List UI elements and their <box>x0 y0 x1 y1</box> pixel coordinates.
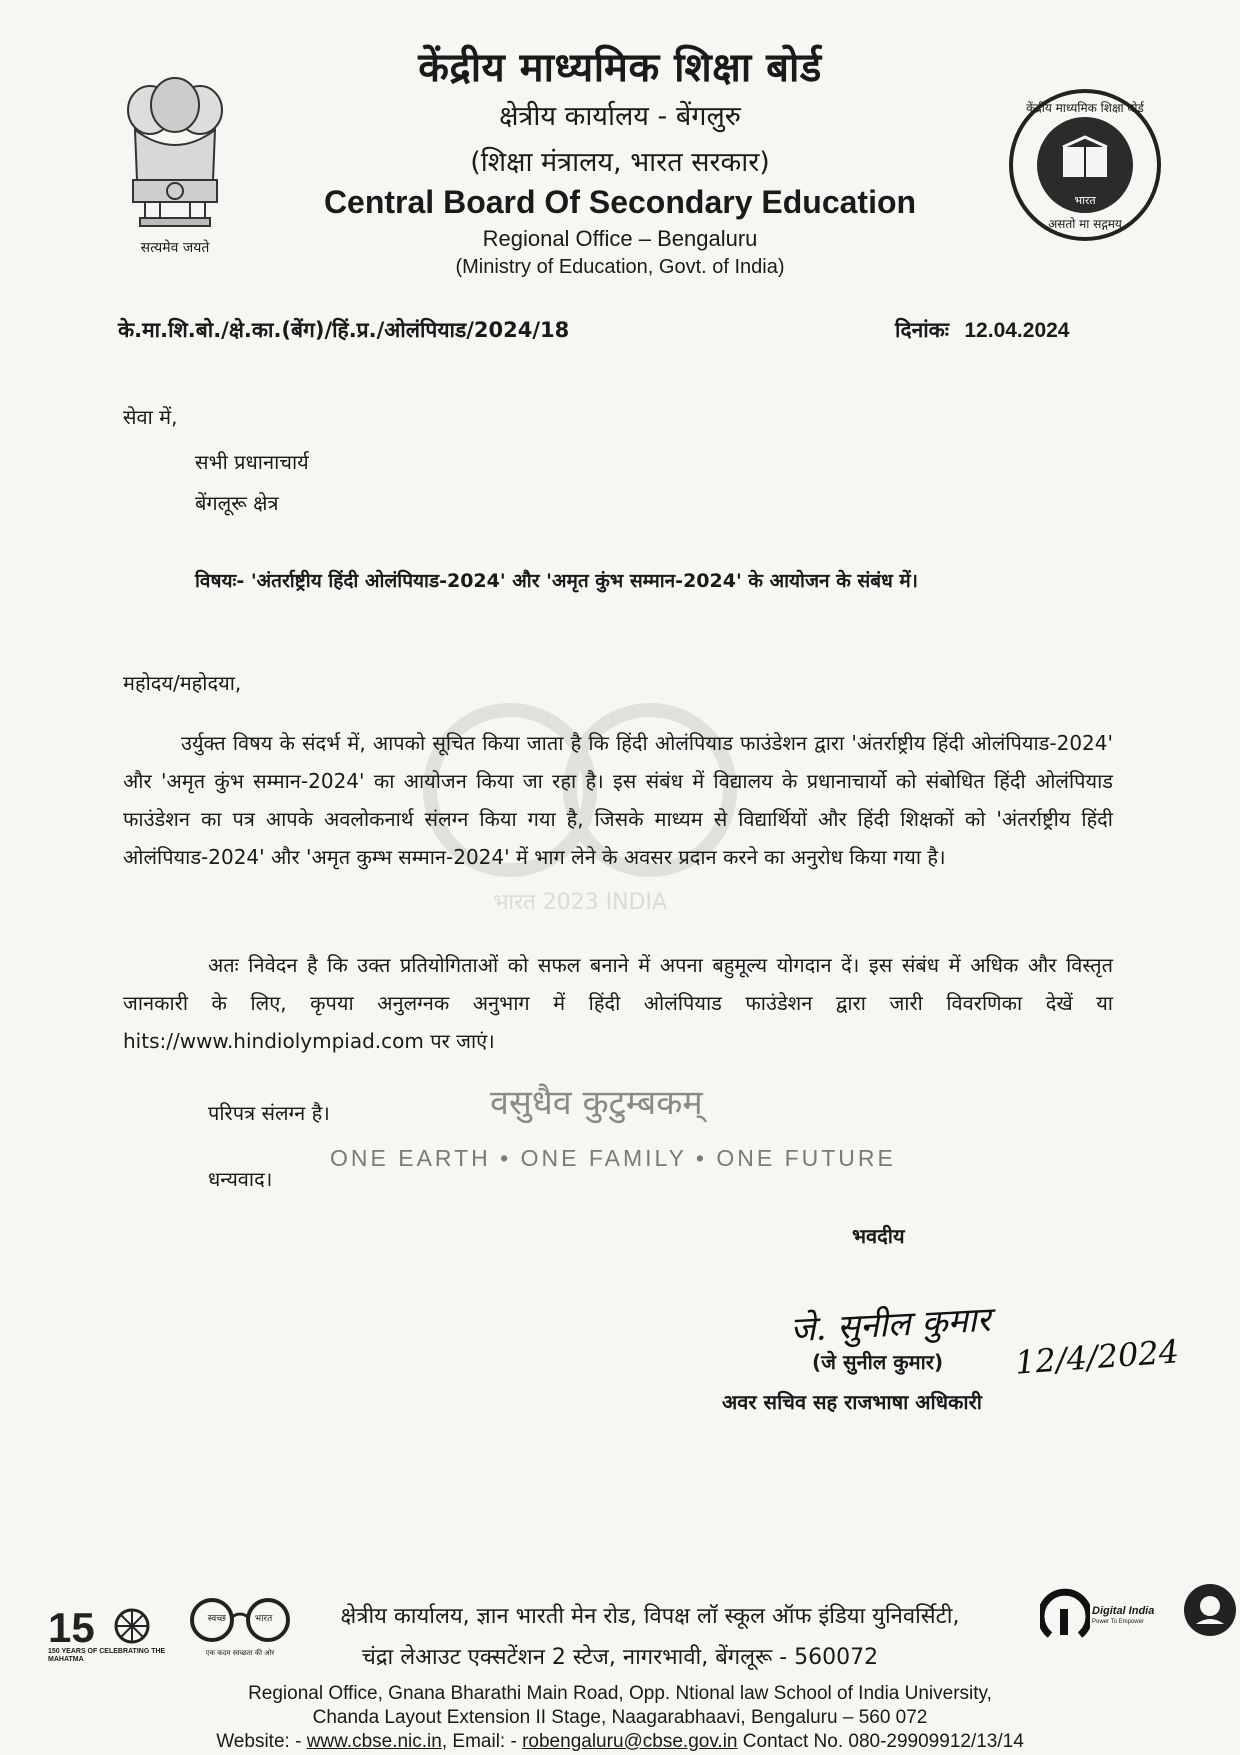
digital-india-sub: Power To Empower <box>1092 1619 1144 1625</box>
to-line: सेवा में, <box>123 405 178 429</box>
svg-text:15: 15 <box>48 1604 95 1650</box>
recipient-line-2: बेंगलूरू क्षेत्र <box>195 491 279 515</box>
closing: भवदीय <box>852 1224 905 1248</box>
greeting: महोदय/महोदया, <box>123 671 242 695</box>
signatory-designation: अवर सचिव सह राजभाषा अधिकारी <box>722 1390 982 1414</box>
email-link[interactable]: robengaluru@cbse.gov.in <box>522 1731 738 1752</box>
recipient-line-1: सभी प्रधानाचार्य <box>195 450 309 474</box>
letter-date <box>895 316 1069 344</box>
website-link[interactable]: www.cbse.nic.in <box>306 1731 442 1752</box>
watermark-english: ONE EARTH • ONE FAMILY • ONE FUTURE <box>330 1145 896 1171</box>
thanks-note: धन्यवाद। <box>208 1167 273 1191</box>
gandhi-150-text: 150 YEARS OF CELEBRATING THE MAHATMA <box>48 1648 166 1663</box>
seal-text-bottom: असतो मा सद्गमय <box>1048 217 1122 231</box>
letter-subject: विषयः- 'अंतर्राष्ट्रीय हिंदी ओलंपियाड-2024' और 'अमृत कुंभ सम्मान-2024' के आयोजन के संबंध में। <box>195 570 918 592</box>
ministry-english: (Ministry of Education, Govt. of India) <box>455 256 785 278</box>
footer-address-english-2: Chanda Layout Extension II Stage, Naagarabhaavi, Bengaluru – 560 072 <box>312 1707 928 1728</box>
seal-text-top: केंद्रीय माध्यमिक शिक्षा बोर्ड <box>1026 101 1144 115</box>
date-value: 12.04.2024 <box>964 319 1070 342</box>
cbse-seal <box>1005 85 1165 245</box>
website-label: Website: - <box>216 1731 302 1752</box>
footer-address-english-1: Regional Office, Gnana Bharathi Main Road, Opp. Ntional law School of India University, <box>248 1683 992 1704</box>
office-english: Regional Office – Bengaluru <box>482 226 758 251</box>
reference-number: के.मा.शि.बो./क्षे.का.(बेंग)/हिं.प्र./ओलंपियाड/2024/18 <box>118 318 570 342</box>
footer-address-hindi-2: चंद्रा लेआउट एक्सटेंशन 2 स्टेज, नागरभावी, बेंगलूरू - 560072 <box>361 1645 879 1670</box>
signatory-name: (जे सुनील कुमार) <box>812 1350 944 1374</box>
footer-contact-line <box>0 1731 1240 1753</box>
org-title-hindi: केंद्रीय माध्यमिक शिक्षा बोर्ड <box>418 45 822 91</box>
enclosure-note: परिपत्र संलग्न है। <box>208 1101 330 1125</box>
ministry-hindi: (शिक्षा मंत्रालय, भारत सरकार) <box>470 147 770 178</box>
digital-india-text: Digital India <box>1092 1605 1155 1617</box>
contact-number: Contact No. 080-29909912/13/14 <box>742 1731 1024 1752</box>
handwritten-date: 12/4/2024 <box>1013 1332 1181 1382</box>
office-hindi: क्षेत्रीय कार्यालय - बेंगलुरु <box>499 101 741 132</box>
email-label: , Email: - <box>441 1731 517 1752</box>
watermark-faint-text: भारत 2023 INDIA <box>492 890 668 915</box>
swachh-bharat-text: स्वच्छ भारत <box>207 1614 273 1624</box>
watermark-hindi: वसुधैव कुटुम्बकम् <box>490 1083 703 1123</box>
paragraph-1: उर्युक्त विषय के संदर्भ में, आपको सूचित किया जाता है कि हिंदी ओलंपियाड फाउंडेशन द्वारा 'अंतर्राष्ट्रीय हिंदी ओलंपियाड-2024' और 'अमृत कुंभ सम्मान-2024' का आयोजन किया जा रहा है। इस संबंध में विद्यालय के प्रधानाचार्यो को संबोधित हिंदी ओलंपियाड फाउंडेशन का पत्र आपके अवलोकनार्थ संलग्न किया गया है, जिसके माध्यम से विद्यार्थियों और हिंदी शिक्षकों को 'अंतर्राष्ट्रीय हिंदी ओलंपियाड-2024' और 'अमृत कुम्भ सम्मान-2024' में भाग लेने के अवसर प्रदान करने का अनुरोध किया गया है। <box>123 731 1113 869</box>
emblem-motto: सत्यमेव जयते <box>140 240 210 256</box>
handwritten-signature: जे. सुनील कुमार <box>789 1299 992 1351</box>
swachh-bharat-sub: एक कदम स्वच्छता की ओर <box>205 1649 275 1657</box>
seal-text-mid: भारत <box>1074 194 1096 207</box>
date-label: दिनांकः <box>895 318 950 342</box>
org-title-english: Central Board Of Secondary Education <box>323 184 917 220</box>
footer-address-hindi-1: क्षेत्रीय कार्यालय, ज्ञान भारती मेन रोड, विपक्ष लॉ स्कूल ऑफ इंडिया युनिवर्सिटी, <box>340 1604 960 1629</box>
paragraph-2: अतः निवेदन है कि उक्त प्रतियोगिताओं को सफल बनाने में अपना बहुमूल्य योगदान दें। इस संबंध में अधिक और विस्तृत जानकारी के लिए, कृपया अनुलग्नक अनुभाग में हिंदी ओलंपियाड फाउंडेशन द्वारा जारी विवरणिका देखें या hits://www.hindiolympiad.com पर जाएं। <box>123 953 1113 1053</box>
